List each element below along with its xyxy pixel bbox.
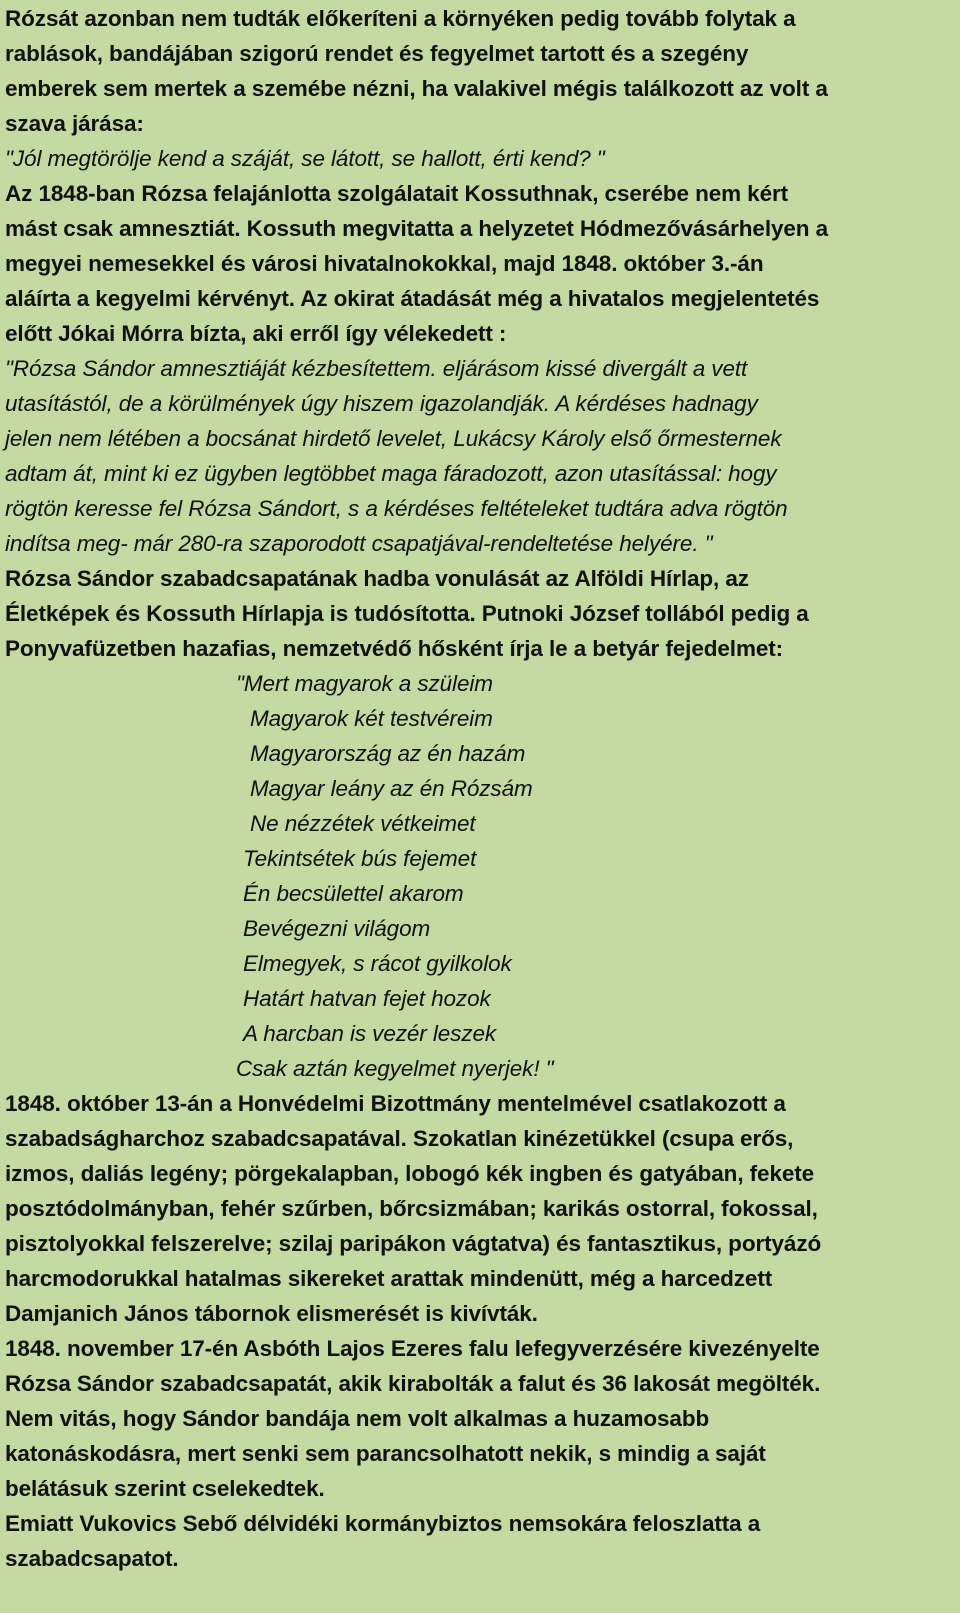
poem-line: "Mert magyarok a szüleim <box>236 671 493 696</box>
text-line: szabadcsapatot. <box>5 1546 179 1571</box>
poem-line: Én becsülettel akarom <box>243 881 464 906</box>
text-line: 1848. október 13-án a Honvédelmi Bizottmány mentelmével csatlakozott a <box>5 1091 786 1116</box>
poem-line: Magyarország az én hazám <box>250 741 526 766</box>
text-line: pisztolyokkal felszerelve; szilaj paripákon vágtatva) és fantasztikus, portyázó <box>5 1231 822 1256</box>
text-line: rablások, bandájában szigorú rendet és fegyelmet tartott és a szegény <box>5 41 749 66</box>
poem-line: Tekintsétek bús fejemet <box>243 846 477 871</box>
text-line: Ponyvafüzetben hazafias, nemzetvédő hősként írja le a betyár fejedelmet: <box>5 636 784 661</box>
poem-line: Ne nézzétek vétkeimet <box>250 811 476 836</box>
text-line: emberek sem mertek a szemébe nézni, ha valakivel mégis találkozott az volt a <box>5 76 828 101</box>
text-line: előtt Jókai Mórra bízta, aki erről így vélekedett : <box>5 321 507 346</box>
poem-line: Határt hatvan fejet hozok <box>243 986 491 1011</box>
text-line: "Rózsa Sándor amnesztiáját kézbesítettem. eljárásom kissé divergált a vett <box>5 356 748 381</box>
text-line: 1848. november 17-én Asbóth Lajos Ezeres falu lefegyverzésére kivezényelte <box>5 1336 820 1361</box>
text-line: szabadságharchoz szabadcsapatával. Szokatlan kinézetükkel (csupa erős, <box>5 1126 794 1151</box>
text-line: izmos, daliás legény; pörgekalapban, lobogó kék ingben és gatyában, fekete <box>5 1161 815 1186</box>
poem-line: A harcban is vezér leszek <box>243 1021 497 1046</box>
text-line: utasítástól, de a körülmények úgy hiszem igazolandják. A kérdéses hadnagy <box>5 391 758 416</box>
text-line: megyei nemesekkel és városi hivatalnokokkal, majd 1848. október 3.-án <box>5 251 764 276</box>
text-line: Az 1848-ban Rózsa felajánlotta szolgálatait Kossuthnak, cserébe nem kért <box>5 181 789 206</box>
poem-line: Csak aztán kegyelmet nyerjek! " <box>236 1056 554 1081</box>
text-line: harcmodorukkal hatalmas sikereket arattak mindenütt, még a harcedzett <box>5 1266 773 1291</box>
text-line: Rózsát azonban nem tudták előkeríteni a környéken pedig tovább folytak a <box>5 6 796 31</box>
text-line: katonáskodásra, mert senki sem parancsolhatott nekik, s mindig a saját <box>5 1441 766 1466</box>
text-line: adtam át, mint ki ez ügyben legtöbbet maga fáradozott, azon utasítással: hogy <box>5 461 777 486</box>
text-line: Rózsa Sándor szabadcsapatát, akik kirabolták a falut és 36 lakosát megölték. <box>5 1371 821 1396</box>
text-line: posztódolmányban, fehér szűrben, bőrcsizmában; karikás ostorral, fokossal, <box>5 1196 818 1221</box>
poem-line: Bevégezni világom <box>243 916 431 941</box>
text-line: szava járása: <box>5 111 144 136</box>
text-line: Rózsa Sándor szabadcsapatának hadba vonulását az Alföldi Hírlap, az <box>5 566 749 591</box>
text-line: indítsa meg- már 280-ra szaporodott csapatjával-rendeltetése helyére. " <box>5 531 713 556</box>
text-line: Damjanich János tábornok elismerését is kivívták. <box>5 1301 538 1326</box>
poem-line: Elmegyek, s rácot gyilkolok <box>243 951 512 976</box>
text-line: mást csak amnesztiát. Kossuth megvitatta a helyzetet Hódmezővásárhelyen a <box>5 216 829 241</box>
text-line: aláírta a kegyelmi kérvényt. Az okirat átadását még a hivatalos megjelentetés <box>5 286 820 311</box>
text-line: rögtön keresse fel Rózsa Sándort, s a kérdéses feltételeket tudtára adva rögtön <box>5 496 788 521</box>
text-line: Nem vitás, hogy Sándor bandája nem volt alkalmas a huzamosabb <box>5 1406 710 1431</box>
text-line: jelen nem létében a bocsánat hirdető levelet, Lukácsy Károly első őrmesternek <box>5 426 782 451</box>
poem-line: Magyar leány az én Rózsám <box>250 776 533 801</box>
text-line: belátásuk szerint cselekedtek. <box>5 1476 325 1501</box>
text-line: Emiatt Vukovics Sebő délvidéki kormánybiztos nemsokára feloszlatta a <box>5 1511 761 1536</box>
text-line: "Jól megtörölje kend a száját, se látott, se hallott, érti kend? " <box>5 146 605 171</box>
poem-line: Magyarok két testvéreim <box>250 706 493 731</box>
text-line: Életképek és Kossuth Hírlapja is tudósította. Putnoki József tollából pedig a <box>5 601 809 626</box>
